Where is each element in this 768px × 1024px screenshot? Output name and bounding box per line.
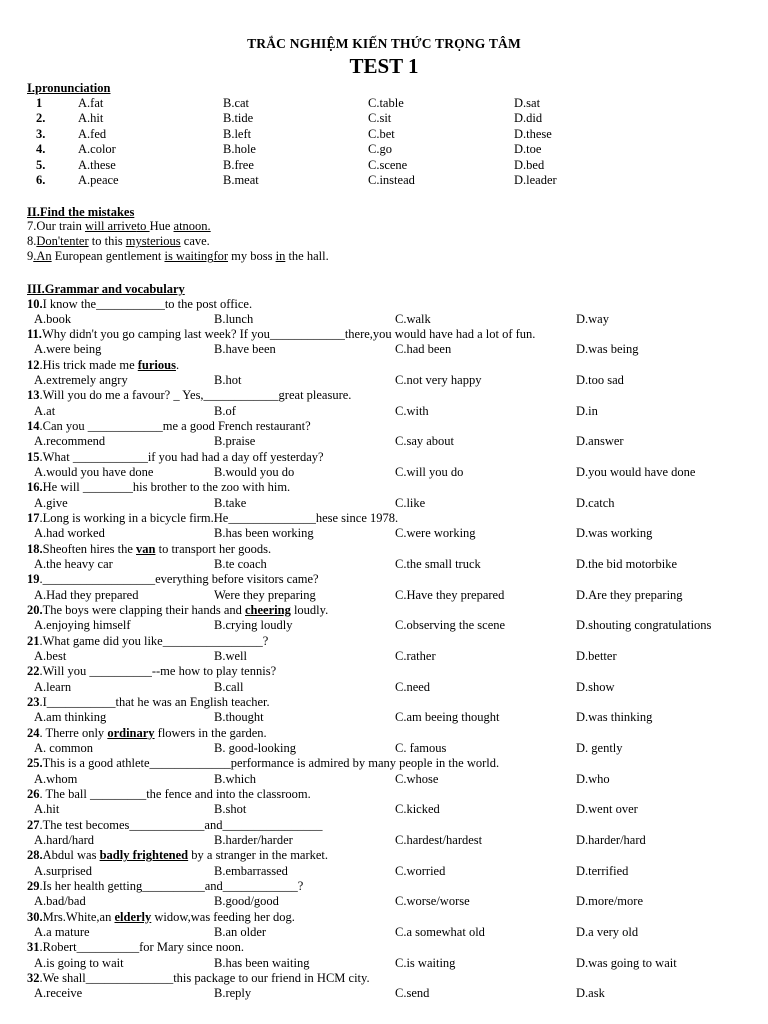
text-segment: .His trick made me [39,357,138,372]
option-b: B.which [214,771,257,786]
option-b: B.free [223,157,254,172]
text-segment: loudly. [290,603,329,618]
item-number: 4. [36,142,46,157]
question-options [0,496,768,511]
option-b: B.harder/harder [214,833,293,848]
option-c: C.need [395,679,431,694]
option-b: B.of [214,403,236,418]
question-options [0,465,768,480]
option-d: D.toe [514,142,542,157]
text-segment: 26 [27,787,40,802]
underlined-text: Don't [36,234,64,249]
text-segment: .The test becomes____________and________________ [39,817,323,832]
question-options [0,956,768,971]
underlined-text: to [136,219,150,233]
question-stem [27,940,244,955]
question-options [0,802,768,817]
option-b: B.has been waiting [214,955,310,970]
option-d: D.who [576,771,610,786]
option-c: C.instead [368,173,415,187]
text-segment: cave. [180,234,210,249]
text-segment: 24 [27,725,40,740]
option-d: D.a very old [576,925,639,940]
option-b: B.embarrassed [214,863,288,878]
text-segment: Hue [149,219,174,233]
option-c: C.whose [395,771,439,786]
question-stem [27,971,370,986]
pronunciation-row [0,111,768,126]
option-c: C.will you do [395,465,464,480]
question-stem [27,450,324,465]
option-a: A.peace [78,173,119,187]
option-b: B.praise [214,434,256,449]
underlined-text: ordinary [107,725,155,740]
option-a: A.were being [34,342,102,357]
text-segment: 9 [27,249,34,264]
text-segment: 28. [27,848,43,863]
option-d: D.you would have done [576,465,696,480]
question-stem [27,634,268,649]
text-segment: 23 [27,695,40,710]
question-stem [27,297,252,312]
option-d: D.terrified [576,863,629,878]
option-a: A.bad/bad [34,894,86,909]
question-stem [27,603,328,618]
option-b: B.an older [214,925,267,940]
option-d: D.too sad [576,373,624,388]
option-d: D.more/more [576,894,643,909]
question-options [0,986,768,1001]
underlined-text: .An [33,249,52,264]
option-c: C. famous [395,741,447,756]
option-c: C.with [395,403,429,418]
text-segment: flowers in the garden. [154,725,267,740]
option-a: A.recommend [34,434,106,449]
option-d: D.harder/hard [576,833,646,848]
underlined-text: enter [63,234,89,249]
option-d: D.way [576,311,609,326]
question-stem [27,787,311,802]
option-d: D.was thinking [576,710,653,725]
option-a: A.surprised [34,863,92,878]
underlined-text: in [275,249,286,264]
text-segment: 12 [27,357,40,372]
option-b: B.would you do [214,465,295,480]
option-d: D.these [514,126,552,141]
option-a: A.fat [78,96,104,110]
option-c: C.scene [368,157,408,172]
underlined-text: furious [137,357,176,372]
option-a: A.best [34,649,67,664]
option-b: B.good/good [214,894,279,909]
option-d: D.show [576,679,615,694]
text-segment: 29 [27,879,40,894]
text-segment: Abdul was [42,848,100,863]
question-options [0,342,768,357]
option-b: B.call [214,679,244,694]
text-segment: He will ________his brother to the zoo with him. [42,480,291,495]
option-c: C.kicked [395,802,440,817]
question-stem [27,327,535,342]
question-stem [27,848,328,863]
question-stem [27,879,303,894]
text-segment: .__________________everything before visitors came? [39,572,319,587]
question-stem [27,910,295,925]
text-segment: 17 [27,511,40,526]
option-b: B.reply [214,986,252,1001]
option-a: A.extremely angry [34,373,128,388]
underlined-text: elderly [114,909,152,924]
text-segment: 31 [27,940,40,955]
item-number: 1 [36,96,43,110]
option-d: D.Are they preparing [576,587,683,602]
text-segment: 7.Our train [27,219,85,233]
option-a: A.color [78,142,116,157]
option-a: A.fed [78,126,107,141]
question-stem [27,542,271,557]
text-segment: 22 [27,664,40,679]
text-segment: 25. [27,756,43,771]
option-d: D.in [576,403,598,418]
option-d: D.bed [514,157,545,172]
option-a: A.hard/hard [34,833,95,848]
section-heading-grammar: III.Grammar and vocabulary [27,282,185,296]
option-c: C.send [395,986,430,1001]
option-c: C.worried [395,863,446,878]
text-segment: I know the___________to the post office. [42,296,253,311]
text-segment: 21 [27,633,40,648]
question-options [0,833,768,848]
text-segment: Sheoften hires the [42,541,137,556]
text-segment: 27 [27,817,40,832]
question-stem [27,818,322,833]
text-segment: .I___________that he was an English teacher. [39,695,270,710]
text-segment: 19 [27,572,40,587]
option-c: C.walk [395,311,431,326]
text-segment: by a stranger in the market. [188,848,329,863]
option-c: C.is waiting [395,955,456,970]
option-c: C.go [368,142,392,157]
worksheet-subtitle: TRẮC NGHIỆM KIẾN THỨC TRỌNG TÂM [247,36,521,51]
option-c: C.had been [395,342,452,357]
option-c: C.not very happy [395,373,482,388]
option-d: D.the bid motorbike [576,557,678,572]
question-options [0,312,768,327]
question-options [0,557,768,572]
option-b: B.well [214,649,247,664]
question-options [0,434,768,449]
question-options [0,741,768,756]
text-segment: This is a good athlete_____________performance is admired by many people in the world. [42,756,500,771]
option-b: B.left [223,126,252,141]
option-b: Were they preparing [214,587,316,602]
option-d: D.was working [576,526,653,541]
option-a: A.hit [34,802,60,817]
mistake-sentence [27,234,210,249]
option-d: D.leader [514,173,557,187]
option-c: C.bet [368,126,395,141]
underlined-text: badly frightened [99,848,189,863]
underlined-text: cheering [245,603,291,618]
option-d: D.did [514,111,543,126]
option-d: D.catch [576,495,615,510]
text-segment: widow,was feeding her dog. [151,909,295,924]
text-segment: 30. [27,909,43,924]
text-segment: to transport her goods. [155,541,272,556]
underlined-text: is waiting [164,249,214,264]
question-stem [27,358,179,373]
option-d: D.ask [576,986,605,1001]
question-stem [27,419,311,434]
option-b: B.take [214,495,247,510]
text-segment: to this [88,234,126,249]
option-c: C.like [395,495,426,510]
text-segment: 18. [27,541,43,556]
option-a: A.the heavy car [34,557,113,572]
text-segment: .Can you ____________me a good French restaurant? [39,419,311,434]
option-b: B.crying loudly [214,618,293,633]
item-number: 5. [36,157,46,172]
question-options [0,864,768,879]
question-stem [27,511,398,526]
option-b: B.hot [214,373,242,388]
option-a: A.give [34,495,68,510]
option-d: D.better [576,649,617,664]
pronunciation-row [0,158,768,173]
item-number: 6. [36,173,46,187]
underlined-text: mysterious [125,234,181,249]
text-segment: .We shall______________this package to our friend in HCM city. [39,971,370,986]
question-options [0,618,768,633]
option-a: A.had worked [34,526,105,541]
underlined-text: will arrive [84,219,137,233]
text-segment: 15 [27,449,40,464]
pronunciation-row [0,96,768,111]
question-stem [27,572,319,587]
underlined-text: van [136,541,156,556]
question-stem [27,756,499,771]
option-b: B.thought [214,710,264,725]
text-segment: the hall. [285,249,329,264]
option-b: B.hole [223,142,256,157]
text-segment: Why didn't you go camping last week? If you____________there,you would have had a lot of fun. [41,327,536,342]
question-options [0,373,768,388]
pronunciation-row [0,142,768,157]
text-segment: 10. [27,296,43,311]
question-stem [27,695,270,710]
text-segment: . The ball _________the fence and into the classroom. [39,787,311,802]
text-segment: . Therre only [39,725,108,740]
text-segment: 13 [27,388,40,403]
item-number: 2. [36,111,46,126]
question-options [0,404,768,419]
option-b: B.tide [223,111,254,126]
option-c: C.worse/worse [395,894,470,909]
option-c: C.hardest/hardest [395,833,483,848]
text-segment: 20. [27,603,43,618]
text-segment: .Robert__________for Mary since noon. [39,940,244,955]
item-number: 3. [36,126,46,141]
option-b: B.shot [214,802,247,817]
option-a: A.would you have done [34,465,154,480]
question-options [0,680,768,695]
option-a: A.whom [34,771,78,786]
question-stem [27,726,267,741]
option-a: A.learn [34,679,72,694]
option-c: C.say about [395,434,455,449]
text-segment: European gentlement [51,249,165,264]
underlined-text: atnoon. [173,219,211,233]
option-a: A.book [34,311,72,326]
option-d: D. gently [576,741,623,756]
option-b: B.has been working [214,526,314,541]
text-segment: .Will you do me a favour? _ Yes,____________great pleasure. [39,388,352,403]
text-segment: 8. [27,234,37,249]
option-c: C.am beeing thought [395,710,500,725]
option-a: A.these [78,157,116,172]
option-a: A.at [34,403,56,418]
text-segment: .What ____________if you had had a day off yesterday? [39,449,324,464]
question-options [0,526,768,541]
option-b: B. good-looking [214,741,296,756]
option-a: A.hit [78,111,104,126]
text-segment: my boss [228,249,276,264]
underlined-text: for [213,249,229,264]
text-segment: 16. [27,480,43,495]
mistake-sentence [27,219,211,234]
option-d: D.sat [514,96,541,110]
question-options [0,710,768,725]
option-b: B.have been [214,342,276,357]
option-a: A.is going to wait [34,955,124,970]
option-c: C.the small truck [395,557,481,572]
pronunciation-row [0,127,768,142]
option-a: A.Had they prepared [34,587,139,602]
text-segment: Mrs.White,an [42,909,115,924]
worksheet-title: TEST 1 [349,54,419,78]
option-b: B.lunch [214,311,254,326]
text-segment: 32 [27,971,40,986]
question-stem [27,388,351,403]
mistake-sentence [27,249,329,264]
text-segment: .Long is working in a bicycle firm.He______________hese since 1978. [39,511,399,526]
option-b: B.te coach [214,557,267,572]
option-d: D.shouting congratulations [576,618,712,633]
text-segment: The boys were clapping their hands and [42,603,245,618]
option-c: C.table [368,96,404,110]
option-a: A.am thinking [34,710,107,725]
question-options [0,649,768,664]
option-c: C.sit [368,111,392,126]
option-c: C.were working [395,526,476,541]
option-d: D.was going to wait [576,955,677,970]
question-stem [27,480,290,495]
option-a: A. common [34,741,94,756]
text-segment: 11. [27,327,42,342]
option-a: A.a mature [34,925,90,940]
option-a: A.enjoying himself [34,618,131,633]
option-c: C.a somewhat old [395,925,485,940]
question-options [0,894,768,909]
text-segment: .Will you __________--me how to play tennis? [39,664,277,679]
text-segment: 14 [27,419,40,434]
option-b: B.meat [223,173,259,187]
question-options [0,925,768,940]
section-heading-mistakes: II.Find the mistakes [27,205,135,219]
section-heading-pronunciation: I.pronunciation [27,81,111,95]
text-segment: .Is her health getting__________and____________? [39,879,304,894]
question-options [0,588,768,603]
option-c: C.rather [395,649,436,664]
option-d: D.answer [576,434,624,449]
text-segment: . [175,357,180,372]
option-c: C.observing the scene [395,618,506,633]
option-d: D.was being [576,342,639,357]
option-c: C.Have they prepared [395,587,505,602]
option-a: A.receive [34,986,83,1001]
option-d: D.went over [576,802,638,817]
pronunciation-row [0,173,768,188]
question-stem [27,664,276,679]
option-b: B.cat [223,96,250,110]
question-options [0,772,768,787]
text-segment: .What game did you like________________? [39,633,269,648]
